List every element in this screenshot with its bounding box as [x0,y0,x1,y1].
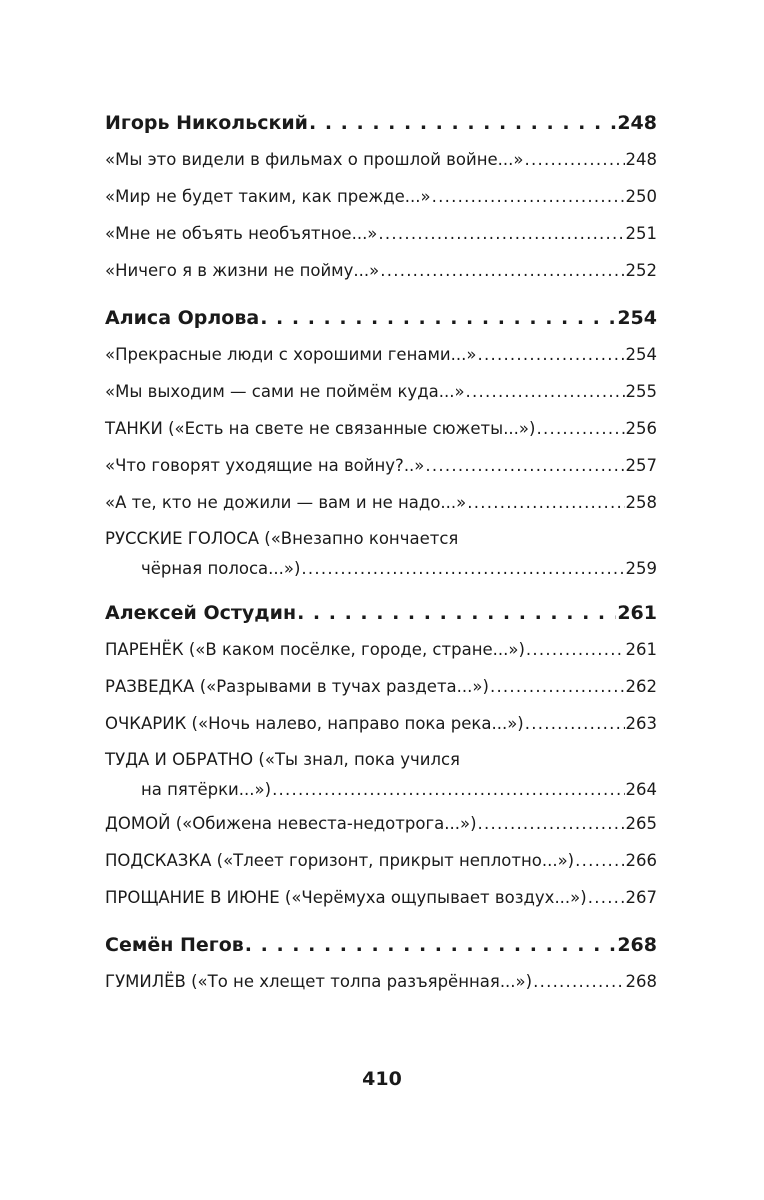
entry-title: «Мир не будет таким, как прежде...» [105,187,431,206]
entry-page-number: 263 [625,714,657,733]
author-page-number: 254 [617,307,657,329]
dot-leader [245,930,617,960]
dot-leader [478,805,625,842]
author-name: Алиса Орлова [105,307,260,329]
dot-leader [301,554,624,584]
toc-entry [105,215,657,252]
dot-leader [425,447,624,484]
entry-page-number: 261 [625,640,657,659]
entry-title: «Мы это видели в фильмах о прошлой войне...» [105,150,524,169]
entry-page-number: 255 [625,382,657,401]
dot-leader [432,178,625,215]
toc-entry [105,805,657,842]
entry-title: РАЗВЕДКА («Разрывами в тучах раздета...») [105,677,489,696]
dot-leader [309,108,616,138]
toc-section [105,108,657,289]
dot-leader [466,373,625,410]
author-name: Алексей Остудин [105,602,297,624]
entry-page-number: 262 [625,677,657,696]
dot-leader [533,963,624,1000]
entry-page-number: 258 [625,493,657,512]
entry-title: РУССКИЕ ГОЛОСА («Внезапно кончается [105,529,459,548]
entry-title: ОЧКАРИК («Ночь налево, направо пока река...») [105,714,524,733]
toc-entry [105,252,657,289]
toc-section [105,303,657,584]
dot-leader [378,215,624,252]
dot-leader [575,842,624,879]
dot-leader [467,484,624,521]
toc-entry [105,410,657,447]
page-number: 410 [362,1068,402,1090]
entry-title: «Ничего я в жизни не пойму...» [105,261,380,280]
dot-leader [260,303,616,333]
dot-leader [588,879,625,916]
toc-entry [105,373,657,410]
entry-page-number: 267 [625,888,657,907]
dot-leader [297,598,616,628]
toc-entry [105,521,657,584]
toc-entry [105,484,657,521]
toc-entry [105,742,657,805]
entry-title-continuation: чёрная полоса...») [141,559,301,578]
entry-title: ГУМИЛЁВ («То не хлещет толпа разъярённая...») [105,972,533,991]
toc-entry [105,668,657,705]
entry-page-number: 251 [625,224,657,243]
entry-page-number: 257 [625,456,657,475]
entry-title: ПОДСКАЗКА («Тлеет горизонт, прикрыт неплотно...») [105,851,575,870]
entry-title: «Мы выходим — сами не поймём куда...» [105,382,465,401]
entry-page-number: 264 [625,780,657,799]
entry-page-number: 265 [625,814,657,833]
entry-title: «Мне не объять необъятное...» [105,224,378,243]
entry-page-number: 250 [625,187,657,206]
toc-author-line [105,108,657,138]
entry-page-number: 268 [625,972,657,991]
toc-author-line [105,930,657,960]
entry-title: «Прекрасные люди с хорошими генами...» [105,345,477,364]
toc-author-line [105,303,657,333]
entry-title: ТАНКИ («Есть на свете не связанные сюжеты...») [105,419,536,438]
entry-title: ПАРЕНЁК («В каком посёлке, городе, стране...») [105,640,525,659]
toc-entry [105,178,657,215]
toc-entry [105,879,657,916]
entry-title-continuation: на пятёрки...») [141,780,272,799]
toc-author-line [105,598,657,628]
entry-page-number: 266 [625,851,657,870]
toc-entry [105,631,657,668]
entry-page-number: 252 [625,261,657,280]
entry-page-number: 254 [625,345,657,364]
toc-entry [105,447,657,484]
table-of-contents [105,108,657,1000]
dot-leader [380,252,624,289]
author-page-number: 261 [617,602,657,624]
entry-title-continuation-line [105,775,657,805]
dot-leader [272,775,624,805]
entry-title: «А те, кто не дожили — вам и не надо...» [105,493,467,512]
entry-page-number: 259 [625,559,657,578]
dot-leader [536,410,624,447]
entry-title: «Что говорят уходящие на войну?..» [105,456,425,475]
dot-leader [525,141,625,178]
entry-title: ДОМОЙ («Обижена невеста-недотрога...») [105,814,477,833]
dot-leader [525,705,625,742]
entry-page-number: 256 [625,419,657,438]
author-name: Семён Пегов [105,934,244,956]
dot-leader [526,631,625,668]
author-page-number: 248 [617,112,657,134]
toc-section [105,598,657,916]
dot-leader [477,336,624,373]
author-page-number: 268 [617,934,657,956]
toc-entry [105,842,657,879]
toc-entry [105,705,657,742]
entry-title: ПРОЩАНИЕ В ИЮНЕ («Черёмуха ощупывает воздух...») [105,888,587,907]
author-name: Игорь Никольский [105,112,308,134]
entry-title-continuation-line [105,554,657,584]
toc-entry [105,336,657,373]
toc-section [105,930,657,1000]
toc-entry [105,963,657,1000]
entry-title: ТУДА И ОБРАТНО («Ты знал, пока учился [105,750,460,769]
dot-leader [490,668,625,705]
toc-entry [105,141,657,178]
entry-page-number: 248 [625,150,657,169]
